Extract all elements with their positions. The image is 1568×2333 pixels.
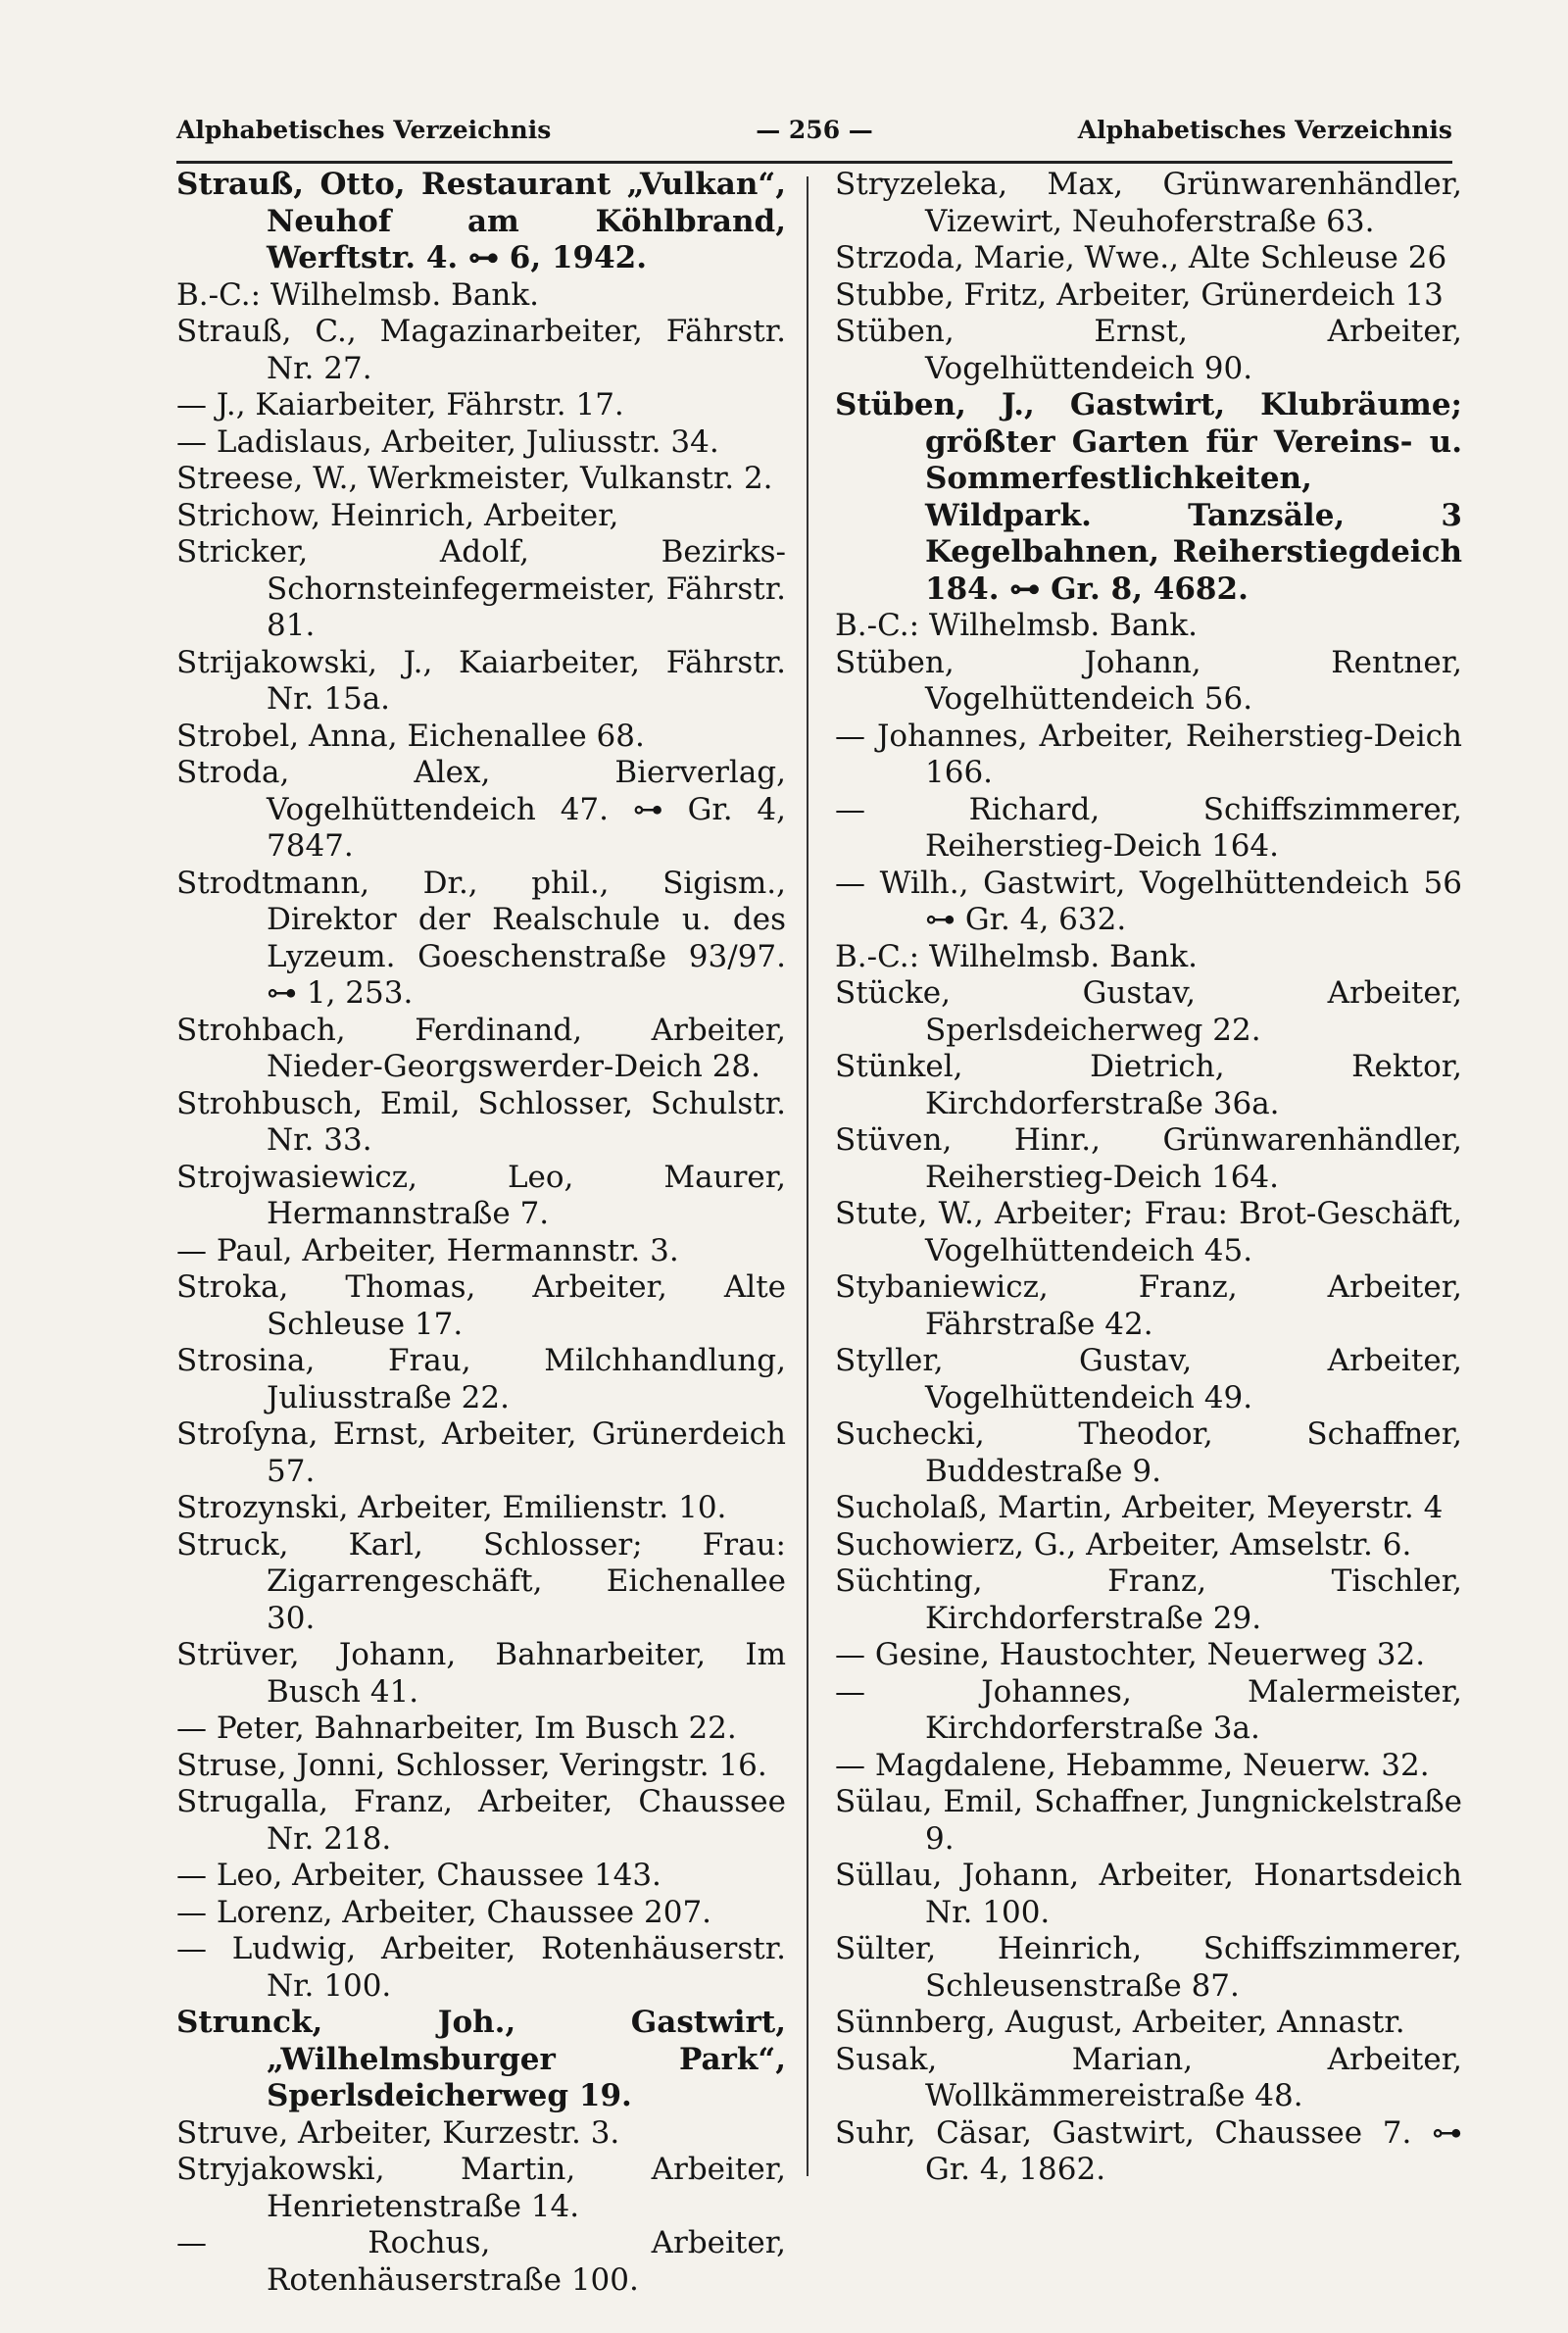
- directory-entry: Stybaniewicz, Franz, Arbeiter, Fährstraße 42.: [835, 1269, 1462, 1342]
- directory-entry: Sucholaß, Martin, Arbeiter, Meyerstr. 4: [835, 1490, 1444, 1525]
- directory-entry: Stubbe, Fritz, Arbeiter, Grünerdeich 13: [835, 276, 1444, 313]
- directory-entry: Strodtmann, Dr., phil., Sigism., Direktor der Realschule u. des Lyzeum. Goeschenstraße 93/97. ⊶ 1, 253.: [176, 865, 786, 1011]
- directory-entry: — Wilh., Gastwirt, Vogelhüttendeich 56 ⊶ Gr. 4, 632.: [835, 865, 1462, 937]
- directory-entry: Suhr, Cäsar, Gastwirt, Chaussee 7. ⊶ Gr. 4, 1862.: [835, 2114, 1462, 2187]
- directory-entry: Styller, Gustav, Arbeiter, Vogelhüttendeich 49.: [835, 1343, 1462, 1415]
- directory-entry: Stryzeleka, Max, Grünwarenhändler, Vizewirt, Neuhoferstraße 63.: [835, 167, 1462, 239]
- directory-entry: Strobel, Anna, Eichenallee 68.: [176, 718, 645, 754]
- directory-entry: — Lorenz, Arbeiter, Chaussee 207.: [176, 1894, 712, 1930]
- directory-entry: Strüver, Johann, Bahnarbeiter, Im Busch 41.: [176, 1637, 786, 1710]
- directory-entry: — Gesine, Haustochter, Neuerweg 32.: [835, 1637, 1426, 1672]
- directory-entry: — Richard, Schiffszimmerer, Reiherstieg-Deich 164.: [835, 791, 1462, 864]
- directory-entry: B.-C.: Wilhelmsb. Bank.: [835, 608, 1198, 643]
- directory-entry: — Johannes, Malermeister, Kirchdorferstraße 3a.: [835, 1673, 1462, 1746]
- left-column: [176, 167, 786, 2333]
- directory-entry: Strauß, C., Magazinarbeiter, Fährstr. Nr. 27.: [176, 314, 786, 386]
- directory-entry: — Johannes, Arbeiter, Reiherstieg-Deich 166.: [835, 718, 1462, 790]
- directory-entry: Stücke, Gustav, Arbeiter, Sperlsdeicherweg 22.: [835, 975, 1462, 1048]
- directory-entry: Stroda, Alex, Bierverlag, Vogelhüttendeich 47. ⊶ Gr. 4, 7847.: [176, 755, 786, 864]
- directory-entry: Stute, W., Arbeiter; Frau: Brot-Geschäft, Vogelhüttendeich 45.: [835, 1196, 1462, 1268]
- directory-entry: Struck, Karl, Schlosser; Frau: Zigarrengeschäft, Eichenallee 30.: [176, 1526, 786, 1636]
- directory-entry: — Ladislaus, Arbeiter, Juliusstr. 34.: [176, 423, 719, 460]
- directory-entry: Sünnberg, August, Arbeiter, Annastr.: [835, 2005, 1405, 2040]
- directory-columns: [176, 167, 1462, 2333]
- directory-entry: — Magdalene, Hebamme, Neuerw. 32.: [835, 1747, 1430, 1783]
- directory-entry: — Rochus, Arbeiter, Rotenhäuserstraße 100.: [176, 2225, 786, 2298]
- directory-entry: B.-C.: Wilhelmsb. Bank.: [176, 276, 539, 313]
- right-column: [835, 167, 1462, 2333]
- header-right-title: Alphabetisches Verzeichnis: [1077, 116, 1452, 144]
- directory-entry: Strichow, Heinrich, Arbeiter,: [176, 497, 619, 533]
- page-number: — 256 —: [756, 116, 873, 144]
- header-left-title: Alphabetisches Verzeichnis: [176, 116, 552, 144]
- directory-entry: Strijakowski, J., Kaiarbeiter, Fährstr. Nr. 15a.: [176, 644, 786, 717]
- directory-entry: Strunck, Joh., Gastwirt, „Wilhelmsburger Park“, Sperlsdeicherweg 19.: [176, 2005, 786, 2113]
- directory-entry: Süllau, Johann, Arbeiter, Honartsdeich Nr. 100.: [835, 1858, 1462, 1930]
- directory-entry: Stüven, Hinr., Grünwarenhändler, Reiherstieg-Deich 164.: [835, 1122, 1462, 1195]
- directory-entry: Stüben, J., Gastwirt, Klubräume; größter Garten für Vereins- u. Sommerfestlichkeiten, Wildpark. Tanzsäle, 3 Kegelbahnen, Reiherstiegdeich 184. ⊶ Gr. 8, 4682.: [835, 387, 1462, 607]
- directory-entry: — Ludwig, Arbeiter, Rotenhäuserstr. Nr. 100.: [176, 1931, 786, 2004]
- directory-entry: Stroka, Thomas, Arbeiter, Alte Schleuse 17.: [176, 1269, 786, 1342]
- directory-entry: Strojwasiewicz, Leo, Maurer, Hermannstraße 7.: [176, 1159, 786, 1231]
- directory-entry: — Peter, Bahnarbeiter, Im Busch 22.: [176, 1711, 737, 1746]
- directory-entry: — J., Kaiarbeiter, Fährstr. 17.: [176, 387, 624, 422]
- directory-entry: Sülau, Emil, Schaffner, Jungnickelstraße 9.: [835, 1784, 1462, 1857]
- directory-entry: Sülter, Heinrich, Schiffszimmerer, Schleusenstraße 87.: [835, 1931, 1462, 2004]
- directory-entry: Stroſyna, Ernst, Arbeiter, Grünerdeich 57.: [176, 1416, 786, 1489]
- directory-entry: Strohbusch, Emil, Schlosser, Schulstr. Nr. 33.: [176, 1085, 786, 1158]
- directory-entry: Stünkel, Dietrich, Rektor, Kirchdorferstraße 36a.: [835, 1049, 1462, 1121]
- directory-entry: Stüben, Johann, Rentner, Vogelhüttendeich 56.: [835, 644, 1462, 717]
- directory-entry: Süchting, Franz, Tischler, Kirchdorferstraße 29.: [835, 1564, 1462, 1636]
- directory-entry: Strauß, Otto, Restaurant „Vulkan“, Neuhof am Köhlbrand, Werftstr. 4. ⊶ 6, 1942.: [176, 167, 786, 275]
- directory-entry: Strzoda, Marie, Wwe., Alte Schleuse 26: [835, 240, 1447, 275]
- directory-entry: Susak, Marian, Arbeiter, Wollkämmereistraße 48.: [835, 2041, 1462, 2113]
- directory-entry: — Leo, Arbeiter, Chaussee 143.: [176, 1858, 662, 1893]
- directory-entry: — Paul, Arbeiter, Hermannstr. 3.: [176, 1232, 679, 1268]
- directory-entry: Suchecki, Theodor, Schaffner, Buddestraße 9.: [835, 1416, 1462, 1489]
- column-divider: [807, 176, 808, 2176]
- directory-entry: Suchowierz, G., Arbeiter, Amselstr. 6.: [835, 1526, 1412, 1563]
- directory-entry: Strugalla, Franz, Arbeiter, Chaussee Nr. 218.: [176, 1784, 786, 1857]
- directory-entry: B.-C.: Wilhelmsb. Bank.: [835, 938, 1198, 974]
- page-header: [176, 110, 1452, 164]
- directory-entry: Stricker, Adolf, Bezirks-Schornsteinfegermeister, Fährstr. 81.: [176, 534, 786, 643]
- directory-entry: Struve, Arbeiter, Kurzestr. 3.: [176, 2114, 620, 2151]
- directory-entry: Stryjakowski, Martin, Arbeiter, Henrietenstraße 14.: [176, 2152, 786, 2224]
- directory-entry: Streese, W., Werkmeister, Vulkanstr. 2.: [176, 461, 773, 496]
- directory-entry: Struse, Jonni, Schlosser, Veringstr. 16.: [176, 1747, 767, 1783]
- directory-entry: Strohbach, Ferdinand, Arbeiter, Nieder-Georgswerder-Deich 28.: [176, 1012, 786, 1084]
- directory-entry: Strozynski, Arbeiter, Emilienstr. 10.: [176, 1490, 727, 1525]
- directory-entry: Stüben, Ernst, Arbeiter, Vogelhüttendeich 90.: [835, 314, 1462, 386]
- directory-entry: Strosina, Frau, Milchhandlung, Juliusstraße 22.: [176, 1343, 786, 1415]
